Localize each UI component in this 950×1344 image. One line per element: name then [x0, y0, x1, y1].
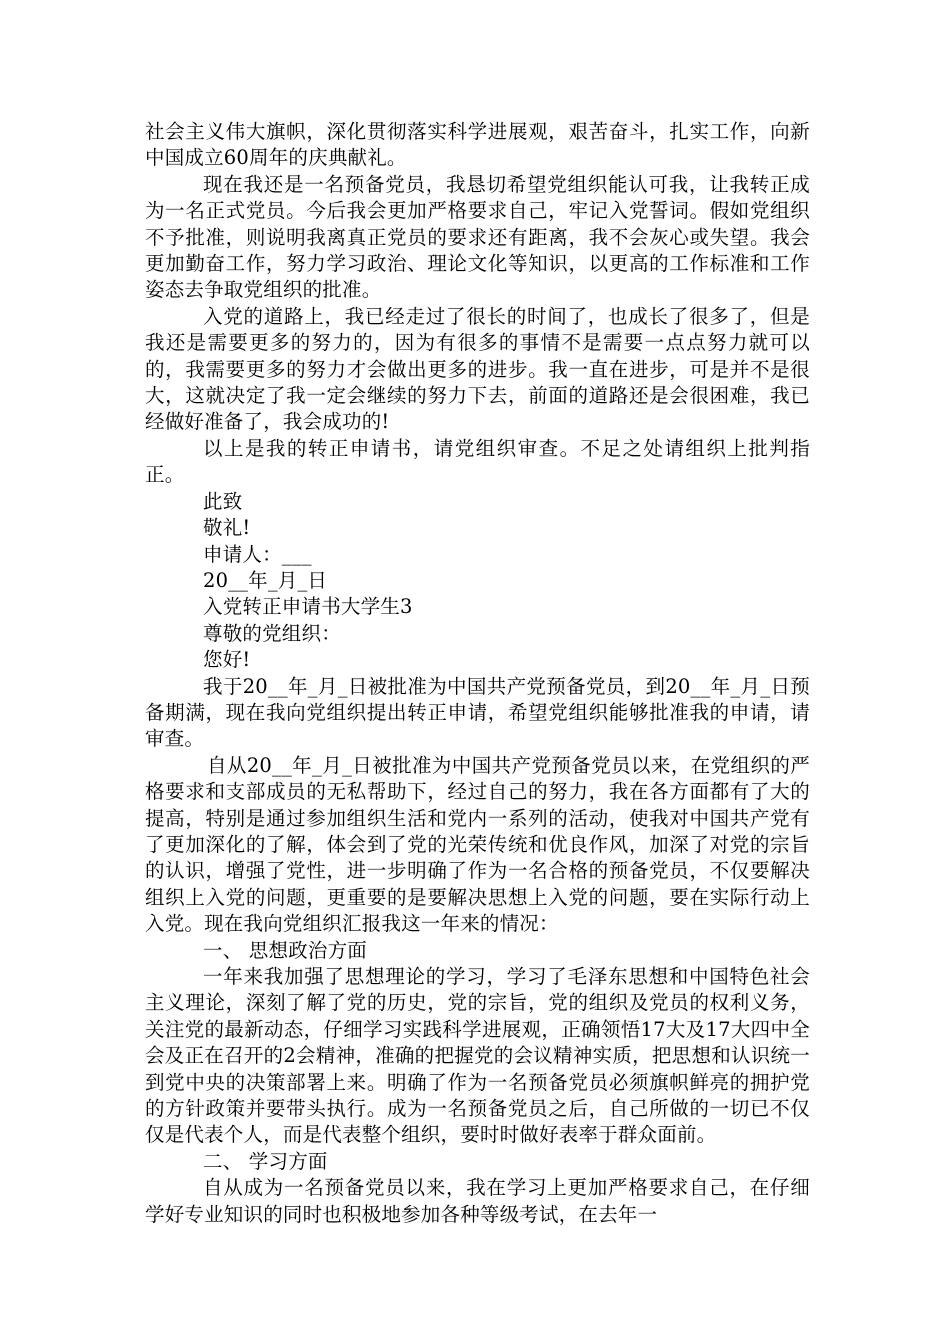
date-line: 20__年_月_日	[203, 568, 328, 592]
paragraph-approval: 我于20__年_月_日被批准为中国共产党预备党员，到20__年_月_日预备期满，现在我向党组织提出转正申请，希望党组织能够批准我的申请，请审查。	[145, 674, 810, 751]
salutation-cizhi: 此致	[203, 489, 243, 513]
paragraph-closing-request: 以上是我的转正申请书，请党组织审查。不足之处请组织上批判指正。	[145, 436, 810, 487]
greeting-addressee: 尊敬的党组织：	[203, 621, 341, 645]
heading-study: 二、 学习方面	[203, 1149, 328, 1173]
paragraph-ideology: 一年来我加强了思想理论的学习，学习了毛泽东思想和中国特色社会主义理论，深刻了解了党的历史，党的宗旨，党的组织及党员的权利义务，关注党的最新动态，仔细学习实践科学进展观，正确领悟17大及17大四中全会及正在召开的2会精神，准确的把握党的会议精神实质，把思想和认识统一到党中央的决策部署上来。明确了作为一名预备党员必须旗帜鲜亮的拥护党的方针政策并要带头执行。成为一名预备党员之后，自己所做的一切已不仅仅是代表个人，而是代表整个组织，要时时做好表率于群众面前。	[145, 965, 810, 1147]
applicant-line: 申请人：___	[203, 542, 312, 566]
salutation-jingli: 敬礼!	[203, 516, 251, 540]
section-title: 入党转正申请书大学生3	[203, 595, 413, 619]
paragraph-study: 自从成为一名预备党员以来，我在学习上更加严格要求自己，在仔细学好专业知识的同时也积极地参加各种等级考试，在去年一	[145, 1176, 810, 1226]
paragraph-continuation: 社会主义伟大旗帜，深化贯彻落实科学进展观，艰苦奋斗，扎实工作，向新中国成立60周年的庆典献礼。	[145, 120, 810, 170]
document-body	[145, 119, 810, 1228]
paragraph-probationary-member: 现在我还是一名预备党员，我恳切希望党组织能认可我，让我转正成为一名正式党员。今后我会更加严格要求自己，牢记入党誓词。假如党组织不予批准，则说明我离真正党员的要求还有距离，我不会灰心或失望。我会更加勤奋工作，努力学习政治、理论文化等知识，以更高的工作标准和工作姿态去争取党组织的批准。	[145, 172, 810, 302]
heading-ideology: 一、 思想政治方面	[203, 938, 367, 962]
greeting-hello: 您好!	[203, 648, 251, 672]
paragraph-growth: 入党的道路上，我已经走过了很长的时间了，也成长了很多了，但是我还是需要更多的努力的，因为有很多的事情不是需要一点点努力就可以的，我需要更多的努力才会做出更多的进步。我一直在进步，可是并不是很大，这就决定了我一定会继续的努力下去，前面的道路还是会很困难，我已经做好准备了，我会成功的!	[145, 304, 810, 434]
paragraph-since-approval: 自从20__年_月_日被批准为中国共产党预备党员以来，在党组织的严格要求和支部成员的无私帮助下，经过自己的努力，我在各方面都有了大的提高，特别是通过参加组织生活和党内一系列的活动，使我对中国共产党有了更加深化的了解，体会到了党的光荣传统和优良作风，加深了对党的宗旨的认识，增强了党性，进一步明确了作为一名合格的预备党员，不仅要解决组织上入党的问题，更重要的是要解决思想上入党的问题，要在实际行动上入党。现在我向党组织汇报我这一年来的情况：	[145, 753, 810, 936]
